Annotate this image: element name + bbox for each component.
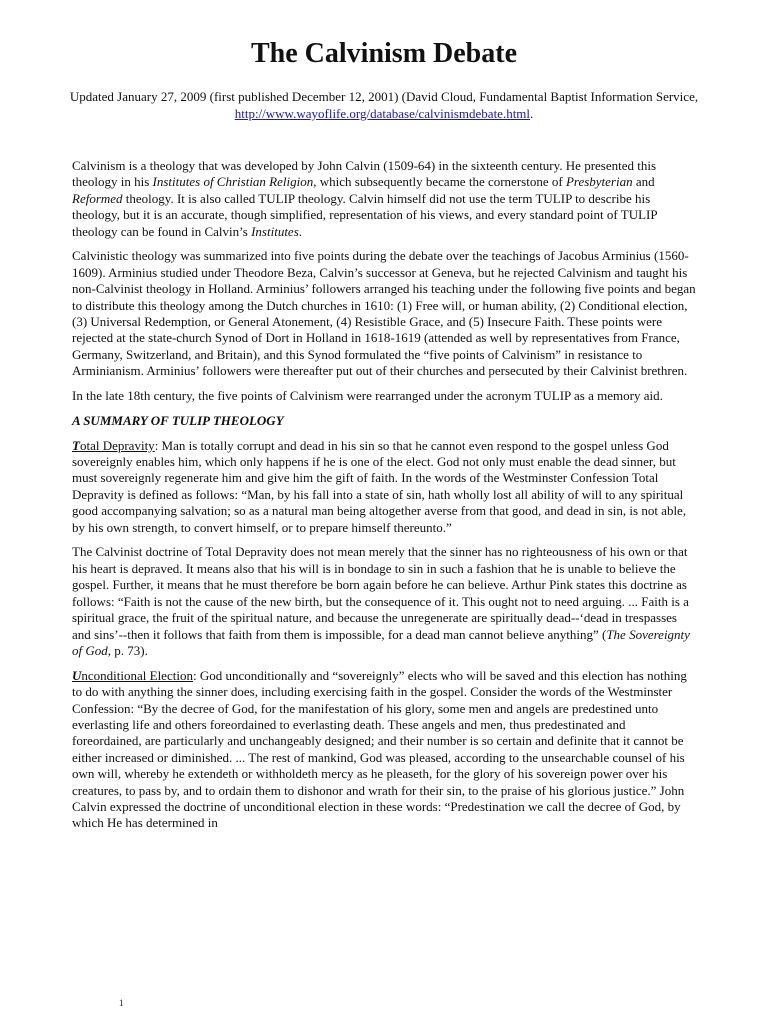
term-rest: otal Depravity [79, 437, 155, 453]
paragraph-unconditional-election [72, 668, 696, 832]
text-run: which subsequently became the cornerstone of [316, 174, 566, 190]
italic-run: The Sovereignty of God [72, 626, 690, 658]
page-number: 1 [119, 998, 124, 1008]
subtitle-end: . [530, 106, 534, 121]
paragraph-acronym: In the late 18th century, the five points of Calvinism were rearranged under the acronym TULIP as a memory aid. [72, 388, 663, 404]
term-rest: nconditional Election [81, 667, 193, 683]
text-run: , p. 73). [107, 642, 148, 658]
section-heading: A SUMMARY OF TULIP THEOLOGY [72, 412, 284, 428]
text-run: . [298, 223, 303, 239]
italic-run: Presbyterian [565, 174, 633, 190]
text-run: : God unconditionally and “sovereignly” elects who will be saved and this election has nothing to do with anything the sinner does, including exercising faith in the gospel. Consider the words of the Westminster Confession: “By the decree of God, for the manifestation of his glory, some men and angels are predestined unto everlasting life and others foreordained to everlasting death. These angels and men, thus predestinated and foreordained, are particularly and unchangeably designed; and their number is so certain and definite that it cannot be either increased or diminished. ... The rest of mankind, God was pleased, according to the unsearchable counsel of his own will, whereby he extendeth or withholdeth mercy as he pleaseth, for the glory of his sovereign power over his creatures, to pass by, and to ordain them to dishonor and wrath for their sin, to the praise of his glorious justice.” John Calvin expressed the doctrine of unconditional election in these words: “Predestination we call the decree of God, by which He has determined in [72, 667, 687, 831]
paragraph-total-depravity [72, 438, 696, 536]
term-unconditional-election [72, 668, 193, 683]
paragraph-intro [72, 158, 696, 240]
paragraph-depravity-explained [72, 544, 696, 659]
source-link[interactable]: http://www.wayoflife.org/database/calvinismdebate.html [234, 106, 531, 121]
italic-run: Institutes of Christian Religion, [152, 174, 317, 190]
subtitle-text: Updated January 27, 2009 (first published December 12, 2001) (David Cloud, Fundamental Baptist Information Service, [69, 89, 699, 104]
text-run: Calvinism is a theology that was developed by John Calvin (1509-64) in the sixteenth century. He presented this theology in his [72, 158, 657, 190]
document-body [72, 158, 696, 840]
italic-run: Reformed [72, 190, 123, 206]
italic-run: Institutes [251, 223, 299, 239]
term-total-depravity [72, 438, 155, 453]
paragraph-history: Calvinistic theology was summarized into five points during the debate over the teachings of Jacobus Arminius (1560-1609). Arminius studied under Theodore Beza, Calvin’s successor at Geneva, but he rejected Calvinism and taught his non-Calvinist theology in Holland. Arminius’ followers arranged his teaching under the following five points and began to distribute this theology among the Dutch churches in 1610: (1) Free will, or human ability, (2) Conditional election, (3) Universal Redemption, or General Atonement, (4) Resistible Grace, and (5) Insecure Faith. These points were rejected at the state-church Synod of Dort in Holland in 1618-1619 (attended as well by representatives from France, Germany, Switzerland, and Britain), and this Synod formulated the “five points of Calvinism” in resistance to Arminianism. Arminius’ followers were thereafter put out of their churches and persecuted by their Calvinist brethren. [72, 248, 696, 379]
text-run: and [632, 174, 655, 190]
subtitle [60, 88, 708, 122]
page-title: The Calvinism Debate [251, 38, 517, 69]
text-run: theology. It is also called TULIP theology. Calvin himself did not use the term TULIP to describe his theology, but it is an accurate, though simplified, representation of his views, and every standard point of TULIP theology can be found in Calvin’s [72, 190, 658, 239]
term-initial: T [72, 437, 80, 453]
term-initial: U [72, 667, 82, 683]
text-run: : Man is totally corrupt and dead in his sin so that he cannot even respond to the gospel unless God sovereignly enables him, which only happens if he is one of the elect. God not only must enable the dead sinner, but must sovereignly regenerate him and give him the gift of faith. In the words of the Westminster Confession Total Depravity is defined as follows: “Man, by his fall into a state of sin, hath wholly lost all ability of will to any spiritual good accompanying salvation; so as a natural man being altogether averse from that good, and dead in sin, is not able, by his own strength, to convert himself, or to prepare himself thereunto.” [72, 437, 687, 535]
text-run: The Calvinist doctrine of Total Depravity does not mean merely that the sinner has no righteousness of his own or that his heart is depraved. It means also that his will is in bondage to sin in such a fashion that he is unable to believe the gospel. Further, it means that he must therefore be born again before he can believe. Arthur Pink states this doctrine as follows: “Faith is not the cause of the new birth, but the consequence of it. This ought not to need arguing. ... Faith is a spiritual grace, the fruit of the spiritual nature, and because the unregenerate are spiritually dead--‘dead in trespasses and sins’--then it follows that faith from them is impossible, for a dead man cannot believe anything” ( [72, 544, 689, 642]
